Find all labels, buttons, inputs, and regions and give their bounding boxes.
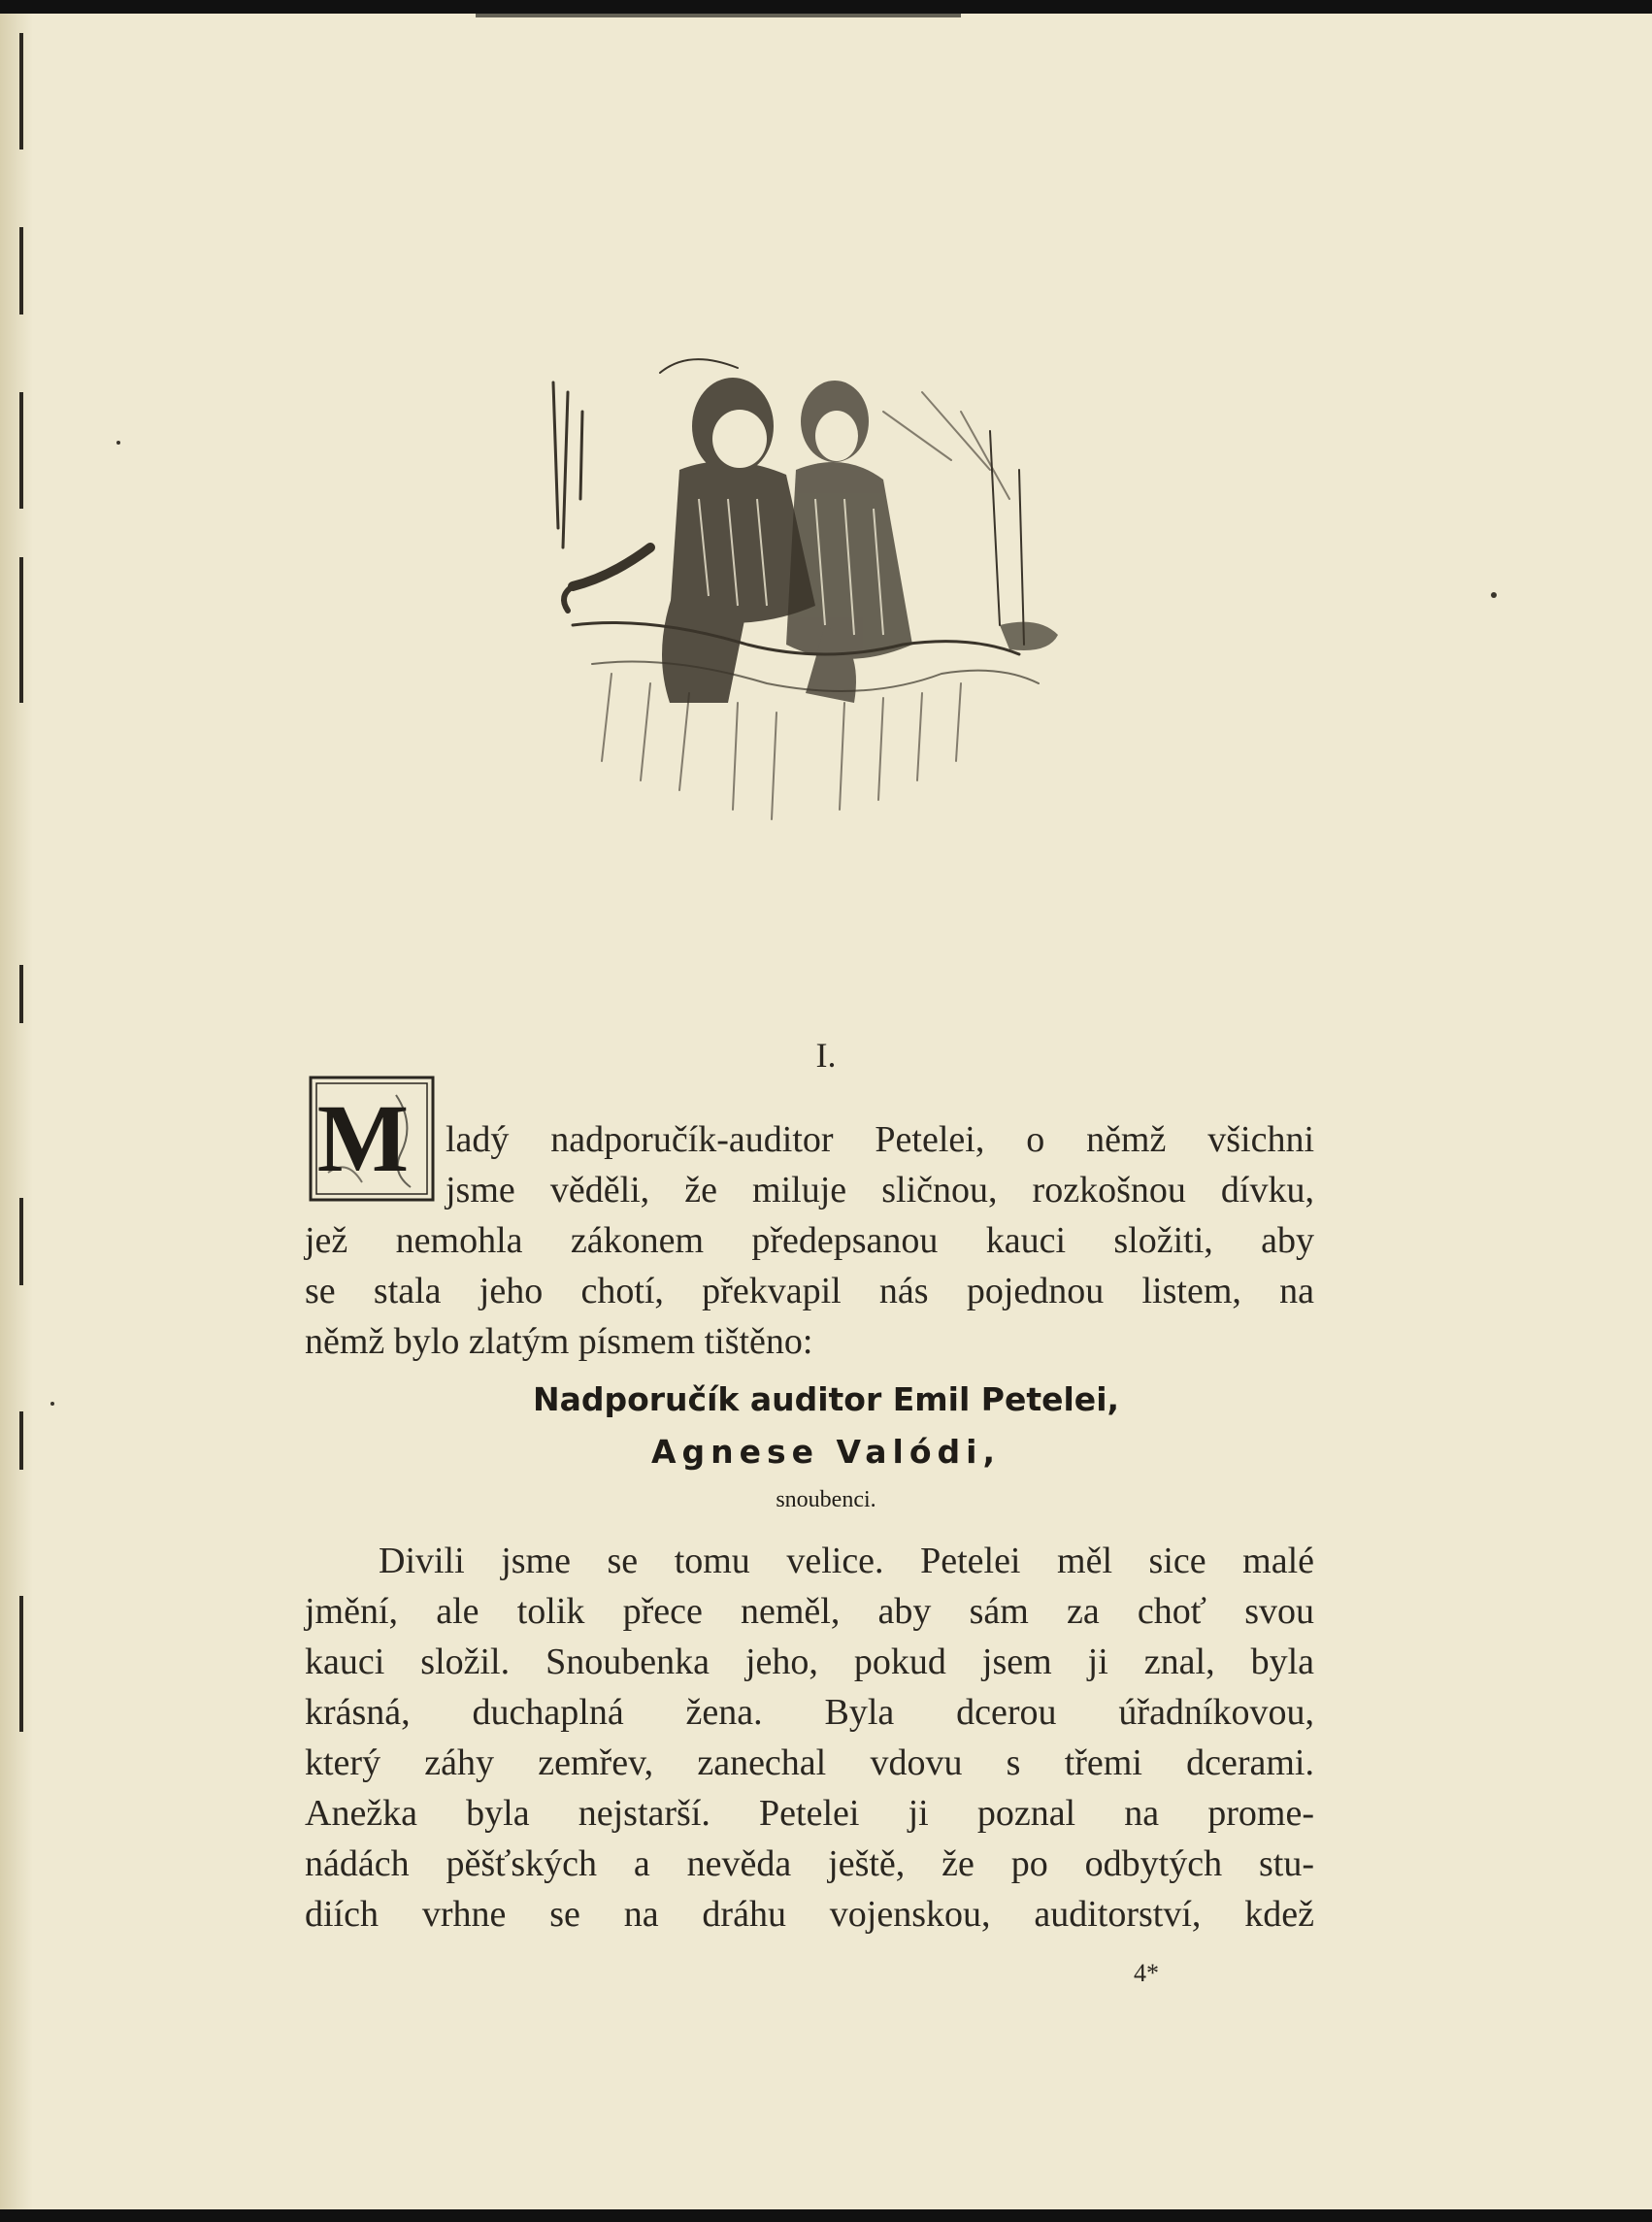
book-page [0, 14, 1652, 2209]
paragraph-2 [305, 1536, 1314, 1940]
edge-mark [19, 965, 23, 1023]
edge-mark [19, 557, 23, 703]
paper-speck [50, 1402, 54, 1406]
paragraph-2-line: diích vrhne se na dráhu vojenskou, auditorství, kdež [305, 1894, 1314, 1935]
paragraph-2-line: Divili jsme se tomu velice. Petelei měl sice malé [379, 1541, 1314, 1581]
paragraph-2-line: jmění, ale tolik přece neměl, aby sám za choť svou [305, 1591, 1314, 1632]
paragraph-1 [305, 1114, 1314, 1367]
announcement-bride: Agnese Valódi, [650, 1433, 1001, 1471]
paragraph-2-line: nádách pěšťských a nevěda ještě, že po odbytých stu- [305, 1843, 1314, 1884]
paragraph-1-line: němž bylo zlatým písmem tištěno: [305, 1321, 813, 1362]
dropcap-letter: M [316, 1084, 410, 1192]
binding-edge [0, 14, 33, 2209]
top-rule [476, 14, 961, 17]
paper-speck [116, 441, 120, 445]
paragraph-1-line: jsme věděli, že miluje sličnou, rozkošnou dívku, [446, 1170, 1314, 1210]
paragraph-2-line: který záhy zemřev, zanechal vdovu s třemi dcerami. [305, 1742, 1314, 1783]
paragraph-2-line: Anežka byla nejstarší. Petelei ji poznal na prome- [305, 1793, 1314, 1834]
paragraph-1-line: ladý nadporučík-auditor Petelei, o němž všichni [446, 1119, 1314, 1160]
paragraph-2-line: kauci složil. Snoubenka jeho, pokud jsem ji znal, byla [305, 1642, 1314, 1682]
edge-mark [19, 1198, 23, 1285]
edge-mark [19, 227, 23, 315]
chapter-number: I. [815, 1036, 837, 1075]
announcement-label: snoubenci. [776, 1487, 876, 1512]
page-number: 4* [1134, 1959, 1159, 1987]
edge-mark [19, 33, 23, 149]
couple-illustration [534, 353, 1087, 834]
announcement-groom: Nadporučík auditor Emil Petelei, [532, 1380, 1120, 1418]
edge-mark [19, 1596, 23, 1732]
paragraph-1-line: se stala jeho chotí, překvapil nás pojednou listem, na [305, 1271, 1314, 1311]
edge-mark [19, 392, 23, 509]
paper-speck [1491, 592, 1497, 598]
paragraph-2-line: krásná, duchaplná žena. Byla dcerou úřadníkovou, [305, 1692, 1314, 1733]
paragraph-1-line: jež nemohla zákonem předepsanou kauci složiti, aby [305, 1220, 1314, 1261]
